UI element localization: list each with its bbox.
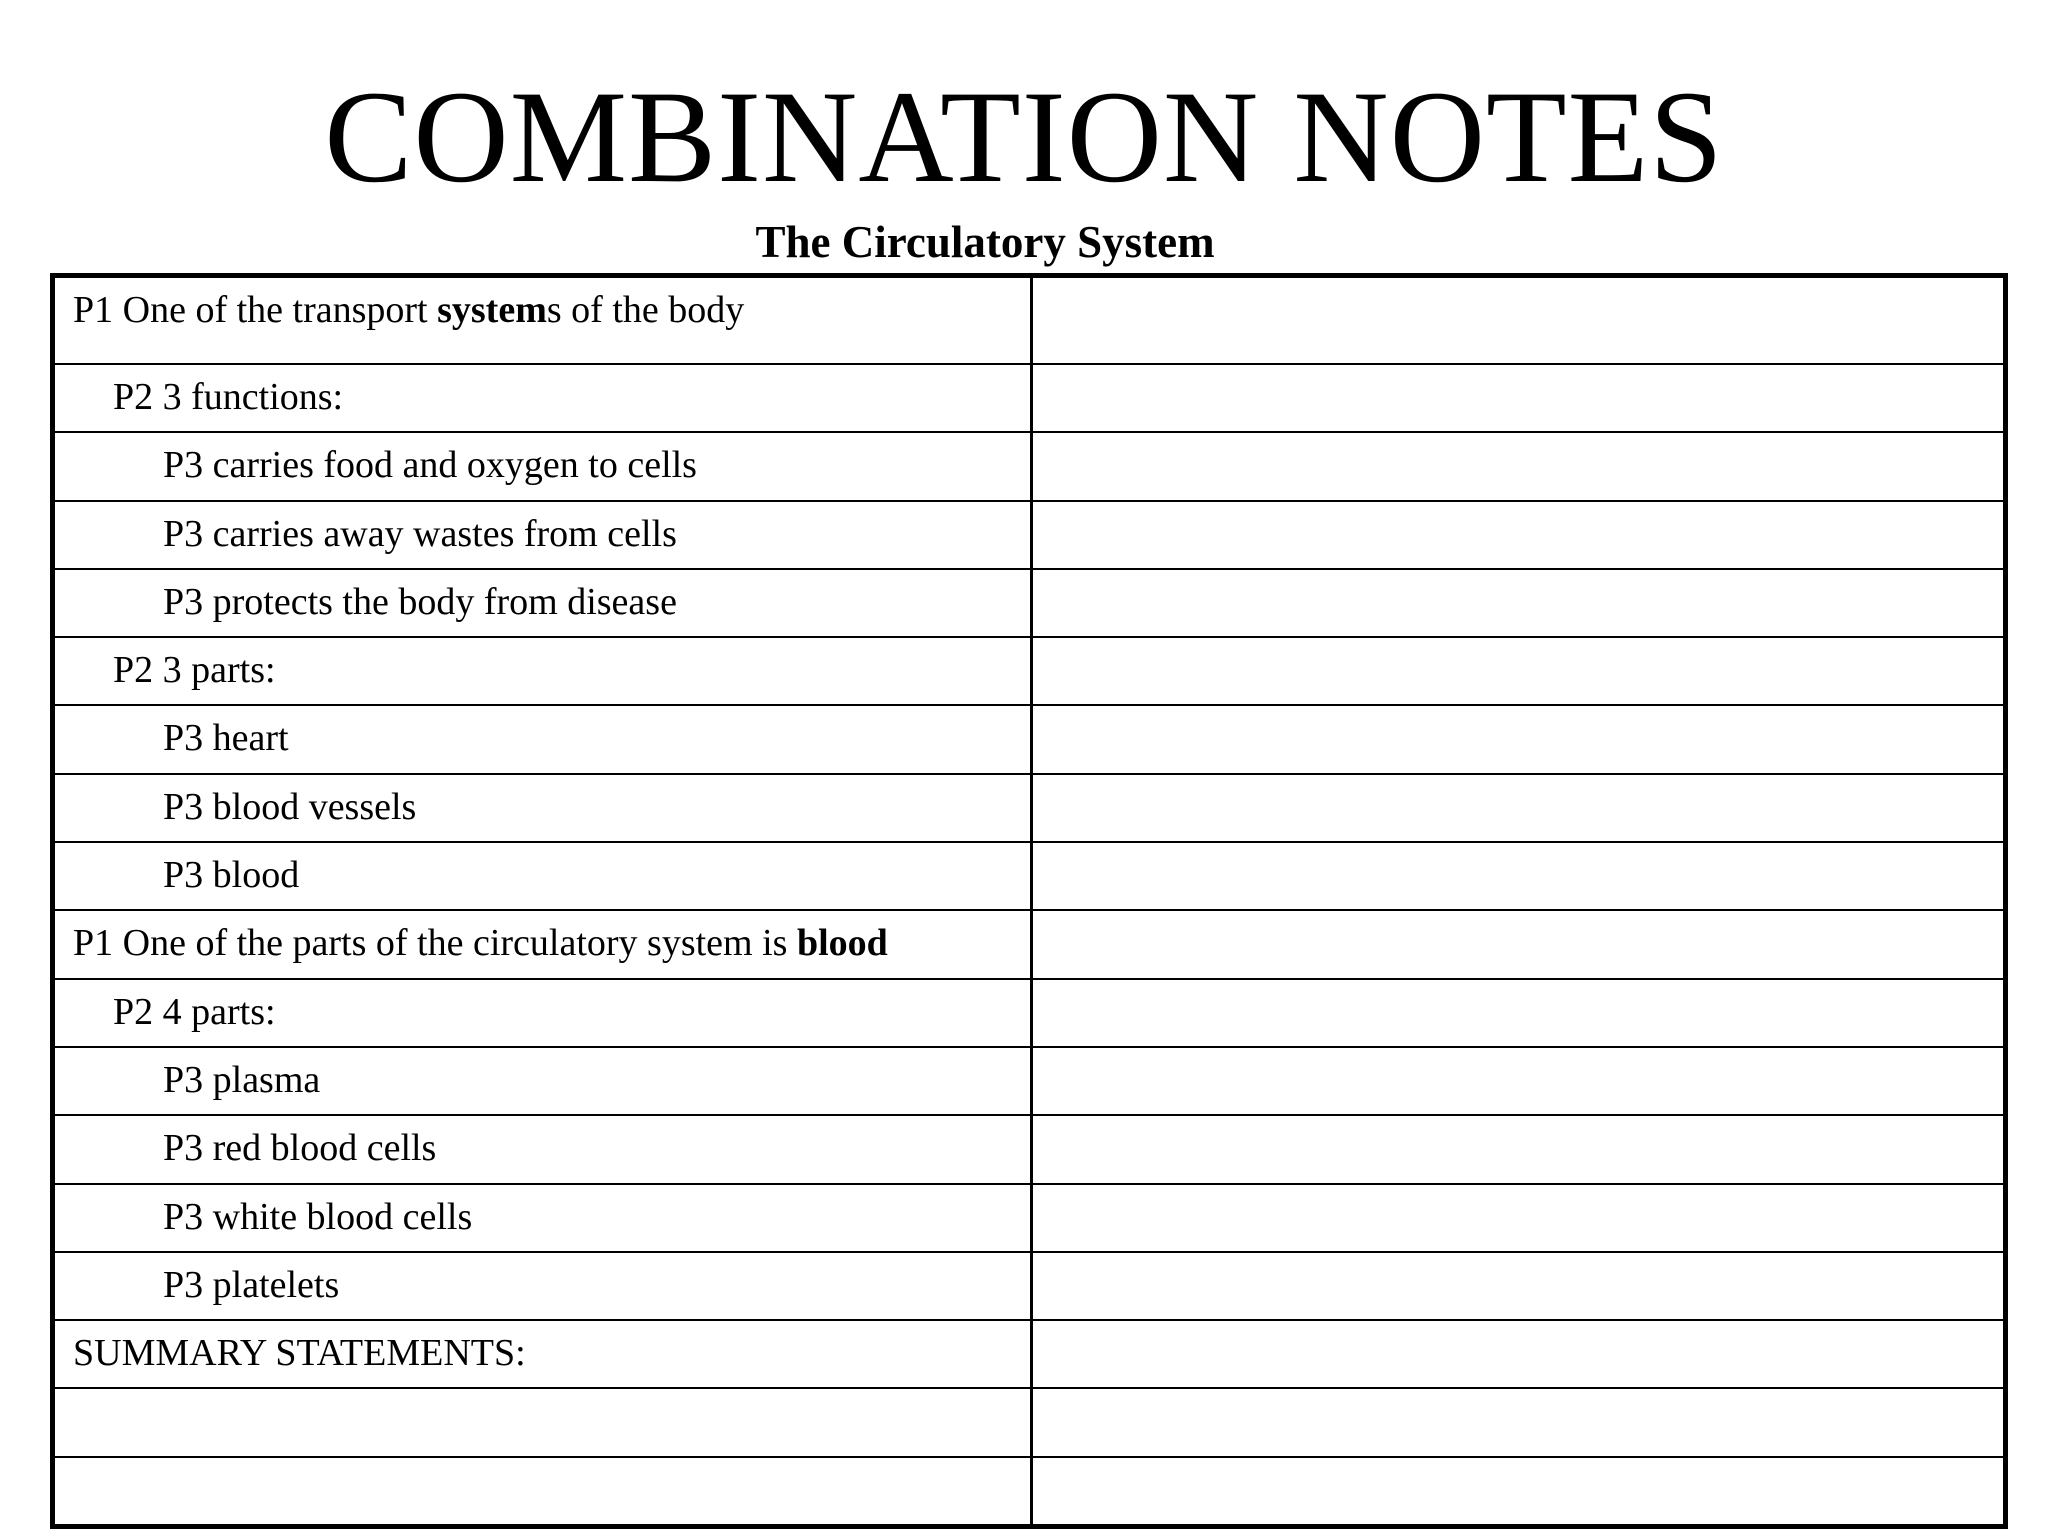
table-row: [55, 363, 2003, 431]
text-segment: P3 plasma: [163, 1058, 321, 1101]
text-segment: P3 carries food and oxygen to cells: [163, 444, 697, 487]
text-segment: P1 One of the parts of the circulatory system is: [73, 922, 797, 965]
text-segment: P3 red blood cells: [163, 1127, 437, 1170]
table-row: [55, 1114, 2003, 1182]
text-segment: P1 One of the transport: [73, 289, 438, 331]
table-row: [55, 841, 2003, 909]
note-text: [113, 980, 276, 1044]
note-text: [163, 775, 416, 839]
text-segment: P3 blood: [163, 854, 300, 897]
note-text: [163, 1253, 339, 1317]
note-text: [163, 1116, 436, 1180]
note-text: [163, 570, 677, 634]
table-row: [55, 278, 2003, 363]
table-row: [55, 773, 2003, 841]
text-segment: P3 heart: [163, 717, 289, 760]
page-subtitle: The Circulatory System: [755, 217, 1215, 267]
table-row: [55, 568, 2003, 636]
note-text: [163, 1048, 320, 1112]
notes-table: [50, 273, 2008, 1529]
note-text: [163, 502, 677, 566]
text-segment: SUMMARY STATEMENTS:: [73, 1332, 526, 1375]
note-text: [163, 843, 299, 907]
note-text: [73, 278, 744, 342]
note-text: [113, 365, 343, 429]
page-title: COMBINATION NOTES: [324, 63, 1724, 210]
table-row: [55, 978, 2003, 1046]
note-text: [163, 1185, 472, 1249]
table-row: [55, 1046, 2003, 1114]
note-text: [163, 706, 289, 770]
note-text: [113, 638, 276, 702]
table-row: [55, 1387, 2003, 1455]
text-segment: P3 protects the body from disease: [163, 580, 677, 623]
table-row: [55, 431, 2003, 499]
text-segment: P2 4 parts:: [113, 990, 276, 1033]
text-segment: P3 platelets: [163, 1263, 340, 1306]
note-text: [73, 1321, 526, 1385]
text-segment: P2 3 functions:: [113, 376, 344, 418]
note-text: [73, 911, 888, 975]
table-row: [55, 1183, 2003, 1251]
bold-keyword: blood: [796, 922, 888, 965]
table-row: [55, 909, 2003, 977]
table-row: [55, 636, 2003, 704]
bold-keyword: system: [437, 289, 547, 331]
table-row: [55, 1319, 2003, 1387]
table-row: [55, 1456, 2003, 1524]
text-segment: P3 blood vessels: [163, 785, 417, 828]
text-segment: s of the body: [546, 289, 745, 331]
note-text: [163, 433, 697, 497]
table-row: [55, 1251, 2003, 1319]
table-row: [55, 704, 2003, 772]
text-segment: P3 white blood cells: [163, 1195, 473, 1238]
text-segment: P2 3 parts:: [113, 649, 276, 692]
text-segment: P3 carries away wastes from cells: [163, 512, 677, 555]
table-row: [55, 500, 2003, 568]
